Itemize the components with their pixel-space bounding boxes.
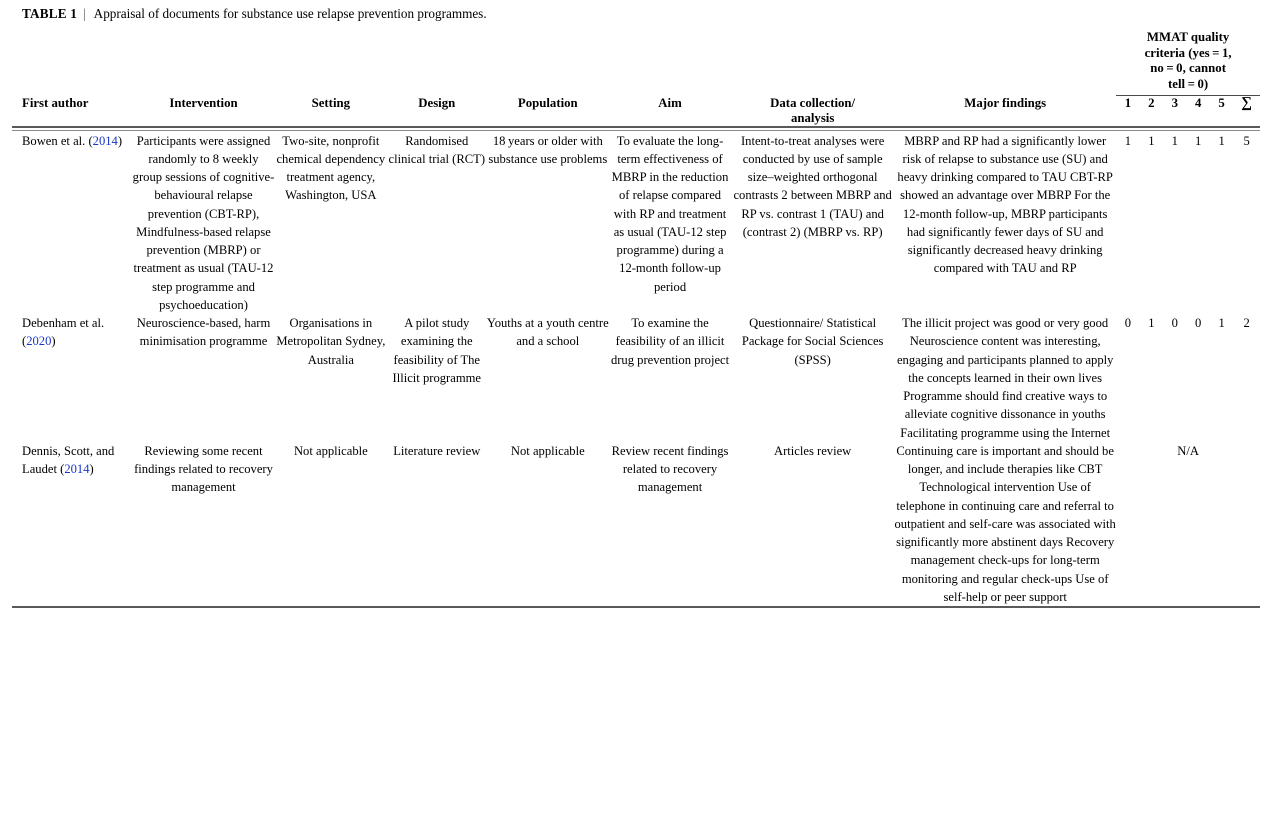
column-header-setting: Setting (311, 95, 351, 110)
table-caption-label: TABLE 1 (22, 6, 78, 21)
reference-year-link[interactable]: 2014 (92, 133, 118, 148)
cell-first-author: Dennis, Scott, and Laudet (2014) (22, 443, 115, 476)
cell-data-collection: Intent-to-treat analyses were conducted by use of sample size–weighted orthogonal contrasts 2 between MBRP and RP vs. contrast 1 (TAU) and (contrast 2) (MBRP vs. RP) (733, 133, 892, 239)
column-header-data-collection-line2: analysis (790, 110, 835, 125)
column-header-mmat-4: 4 (1194, 96, 1202, 110)
cell-mmat-2: 1 (1148, 133, 1155, 148)
mmat-group-header-line1: MMAT quality (1146, 30, 1230, 44)
column-header-data-collection (731, 96, 894, 127)
cell-intervention: Participants were assigned randomly to 8 weekly group sessions of cognitive-behavioural relapse prevention (CBT-RP), Mindfulness-based relapse prevention (MBRP) or treatment as usual (TAU-12 step programme and psychoeducation) (132, 133, 275, 312)
mmat-group-header-line4: tell = 0) (1168, 76, 1209, 91)
cell-mmat-4: 1 (1195, 133, 1202, 148)
column-header-first-author: First author (22, 95, 89, 110)
column-header-aim: Aim (658, 95, 682, 110)
cell-aim: To evaluate the long-term effectiveness of MBRP in the reduction of relapse compared with RP and treatment as usual (TAU-12 step programme) during a 12-month follow-up period (611, 133, 729, 294)
column-header-mmat-3: 3 (1171, 96, 1178, 110)
table-row (12, 442, 1260, 607)
appraisal-table (12, 30, 1260, 610)
column-header-population: Population (517, 95, 578, 110)
reference-year-link[interactable]: 2014 (64, 462, 90, 476)
cell-major-findings: MBRP and RP had a significantly lower risk of relapse to substance use (SU) and heavy drinking compared to TAU CBT-RP showed an advantage over MBRP For the 12-month follow-up, MBRP participants had significantly fewer days of SU and significantly decreased heavy drinking compared with TAU and RP (897, 133, 1113, 276)
cell-design: Literature review (393, 443, 481, 458)
cell-setting: Not applicable (293, 443, 368, 458)
cell-mmat-sum: 2 (1243, 316, 1250, 330)
cell-setting: Organisations in Metropolitan Sydney, Australia (276, 316, 386, 367)
cell-data-collection: Articles review (774, 443, 852, 458)
table-bottom-rule (12, 607, 1260, 610)
cell-population: 18 years or older with substance use problems (488, 133, 608, 166)
cell-major-findings: The illicit project was good or very good Neuroscience content was interesting, engaging and participants planned to apply the concepts learned in their own lives Programme should find creative ways to alleviate cognitive dissonance in youths Facilitating programme using the Internet (896, 316, 1114, 440)
mmat-group-header-row (12, 30, 1260, 92)
cell-design: Randomised clinical trial (RCT) (388, 133, 486, 166)
author-name: Debenham et al. (22, 316, 105, 330)
cell-mmat-2: 1 (1148, 316, 1155, 330)
author-name: Dennis, Scott, and Laudet (22, 443, 115, 476)
cell-major-findings: Continuing care is important and should be longer, and include therapies like CBT Technological intervention Use of telephone in continuing care and referral to outpatient and self-care was associated with significantly more abstinent days Recovery management check-ups for long-term monitoring and regular check-ups Use of self-help or peer support (894, 443, 1116, 604)
cell-mmat-1: 1 (1124, 133, 1132, 148)
column-header-mmat-sum: ∑ (1241, 95, 1253, 111)
cell-setting: Two-site, nonprofit chemical dependency treatment agency, Washington, USA (276, 133, 386, 203)
table-row (12, 314, 1260, 442)
author-name: Bowen et al. (22, 133, 86, 148)
table-header (12, 30, 1260, 127)
cell-data-collection: Questionnaire/ Statistical Package for Social Sciences (SPSS) (741, 316, 884, 367)
column-header-data-collection-line1: Data collection/ (770, 95, 856, 110)
cell-population: Not applicable (510, 443, 585, 458)
cell-mmat-3: 0 (1171, 316, 1178, 330)
cell-mmat-sum: 5 (1243, 133, 1250, 148)
column-header-mmat-1: 1 (1124, 96, 1132, 110)
cell-aim: Review recent findings related to recovery management (611, 443, 729, 495)
column-header-mmat-5: 5 (1218, 96, 1225, 110)
table-caption-separator: | (83, 6, 86, 21)
cell-mmat-3: 1 (1171, 133, 1178, 148)
cell-design: A pilot study examining the feasibility of The Illicit programme (392, 316, 482, 385)
column-header-mmat-2: 2 (1148, 96, 1155, 110)
mmat-group-header-line2: criteria (yes = 1, (1144, 45, 1232, 60)
reference-year-link[interactable]: 2020 (26, 334, 52, 349)
cell-mmat-4: 0 (1195, 316, 1202, 330)
cell-population: Youths at a youth centre and a school (486, 316, 609, 349)
column-header-design: Design (418, 95, 456, 110)
column-header-row (12, 96, 1260, 127)
table-caption (12, 0, 1260, 30)
column-header-major-findings: Major findings (964, 95, 1047, 110)
cell-mmat-5: 1 (1218, 316, 1225, 330)
cell-first-author: Bowen et al. (2014) (22, 133, 123, 148)
cell-mmat-1: 0 (1124, 316, 1132, 330)
mmat-group-header (1116, 30, 1260, 92)
cell-intervention: Reviewing some recent findings related to recovery management (134, 443, 273, 495)
column-header-intervention: Intervention (169, 95, 238, 110)
table-body (12, 130, 1260, 610)
cell-aim: To examine the feasibility of an illicit drug prevention project (610, 316, 730, 367)
mmat-group-header-line3: no = 0, cannot (1150, 61, 1226, 75)
cell-mmat-5: 1 (1218, 133, 1225, 148)
cell-mmat-not-applicable: N/A (1177, 443, 1199, 458)
table-row (12, 132, 1260, 315)
cell-intervention: Neuroscience-based, harm minimisation programme (136, 316, 271, 349)
table-caption-text: Appraisal of documents for substance use relapse prevention programmes. (93, 6, 487, 21)
cell-first-author: Debenham et al. (2020) (22, 316, 105, 349)
